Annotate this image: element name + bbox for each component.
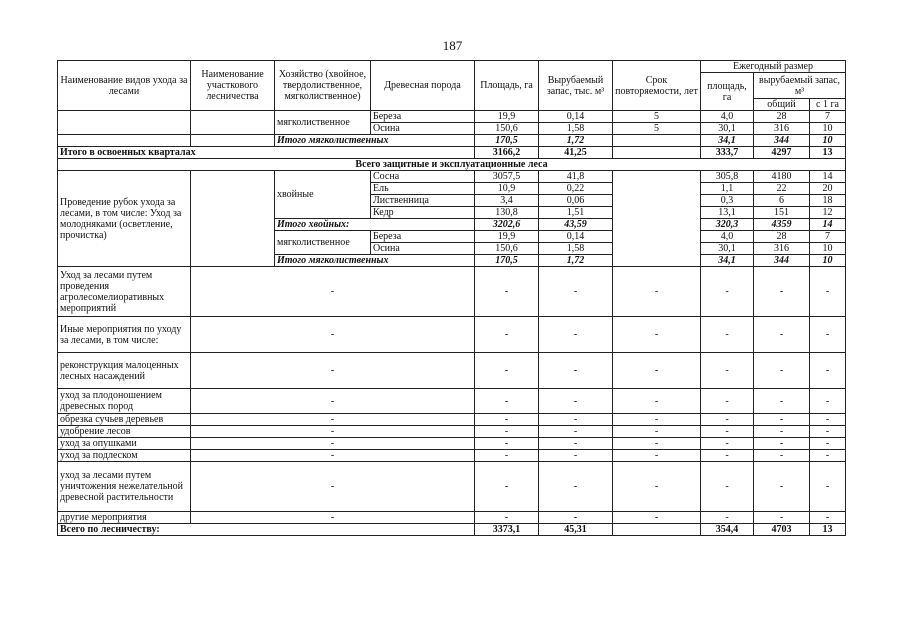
dash-cell: -: [539, 462, 613, 512]
dash-cell: -: [810, 438, 846, 450]
activity-row: [58, 462, 846, 512]
dash-cell: -: [539, 512, 613, 524]
dash-cell: -: [810, 450, 846, 462]
activity-row: [58, 389, 846, 414]
area-cell: 3373,1: [475, 524, 539, 536]
dash-cell: -: [754, 438, 810, 450]
annual-area-cell: 0,3: [701, 195, 754, 207]
header-period: Срок повторяемости, лет: [613, 61, 701, 111]
soft-label: мягколиственное: [275, 231, 371, 255]
species-cell: Береза: [371, 111, 475, 123]
dash-cell: -: [613, 267, 701, 317]
annual-area-cell: 305,8: [701, 171, 754, 183]
dash-cell: -: [539, 438, 613, 450]
header-volume: Вырубаемый запас, тыс. м³: [539, 61, 613, 111]
dash-cell: -: [613, 389, 701, 414]
dash-cell: -: [810, 414, 846, 426]
header-annual: Ежегодный размер: [701, 61, 846, 73]
activity-label: обрезка сучьев деревьев: [58, 414, 191, 426]
dash-cell: -: [613, 426, 701, 438]
conifer-label: хвойные: [275, 171, 371, 219]
species-cell: Осина: [371, 243, 475, 255]
area-cell: 130,8: [475, 207, 539, 219]
volume-cell: 0,22: [539, 183, 613, 195]
economy-label: мягколиственное: [275, 111, 371, 135]
dash-cell: -: [191, 426, 475, 438]
dash-cell: -: [539, 353, 613, 389]
header-species: Древесная порода: [371, 61, 475, 111]
dash-cell: -: [475, 426, 539, 438]
dash-cell: -: [754, 317, 810, 353]
activity-row: [58, 426, 846, 438]
dash-cell: -: [810, 267, 846, 317]
thinning-label: Проведение рубок ухода за лесами, в том числе: Уход за молодняками (осветление, прочистка): [58, 171, 191, 267]
empty-cell: [58, 111, 191, 135]
annual-area-cell: 4,0: [701, 111, 754, 123]
volume-cell: 1,72: [539, 255, 613, 267]
annual-area-cell: 30,1: [701, 123, 754, 135]
area-cell: 3,4: [475, 195, 539, 207]
area-cell: 19,9: [475, 111, 539, 123]
activity-label: уход за плодоношением древесных пород: [58, 389, 191, 414]
activity-row: [58, 317, 846, 353]
annual-area-cell: 30,1: [701, 243, 754, 255]
activity-label: Уход за лесами путем проведения агролесомелиоративных мероприятий: [58, 267, 191, 317]
dash-cell: -: [613, 450, 701, 462]
header-economy: Хозяйство (хвойное, твердолиственное, мягколиственное): [275, 61, 371, 111]
annual-area-cell: 320,3: [701, 219, 754, 231]
mastered-total-label: Итого в освоенных кварталах: [58, 147, 475, 159]
header-annual-volume: вырубаемый запас, м³: [754, 73, 846, 99]
subtotal-label: Итого мягколиственных: [275, 135, 475, 147]
per-ha-cell: 20: [810, 183, 846, 195]
header-area: Площадь, га: [475, 61, 539, 111]
dash-cell: -: [475, 267, 539, 317]
area-cell: 10,9: [475, 183, 539, 195]
dash-cell: -: [613, 438, 701, 450]
dash-cell: -: [191, 450, 475, 462]
total-cell: 151: [754, 207, 810, 219]
volume-cell: 1,72: [539, 135, 613, 147]
annual-area-cell: 34,1: [701, 135, 754, 147]
header-annual-area: площадь, га: [701, 73, 754, 111]
dash-cell: -: [701, 512, 754, 524]
total-cell: 316: [754, 123, 810, 135]
activity-label: уход за опушками: [58, 438, 191, 450]
activity-label: другие мероприятия: [58, 512, 191, 524]
activity-row: [58, 414, 846, 426]
total-cell: 28: [754, 231, 810, 243]
per-ha-cell: 14: [810, 219, 846, 231]
area-cell: 170,5: [475, 255, 539, 267]
area-cell: 3202,6: [475, 219, 539, 231]
total-cell: 28: [754, 111, 810, 123]
volume-cell: 45,31: [539, 524, 613, 536]
dash-cell: -: [191, 353, 475, 389]
species-cell: Береза: [371, 231, 475, 243]
header-forestry: Наименование участкового лесничества: [191, 61, 275, 111]
activity-label: уход за подлеском: [58, 450, 191, 462]
dash-cell: -: [754, 426, 810, 438]
dash-cell: -: [475, 389, 539, 414]
dash-cell: -: [475, 462, 539, 512]
species-cell: Сосна: [371, 171, 475, 183]
dash-cell: -: [754, 353, 810, 389]
species-cell: Ель: [371, 183, 475, 195]
dash-cell: -: [810, 426, 846, 438]
volume-cell: 41,25: [539, 147, 613, 159]
header-types: Наименование видов ухода за лесами: [58, 61, 191, 111]
dash-cell: -: [701, 317, 754, 353]
area-cell: 150,6: [475, 243, 539, 255]
per-ha-cell: 14: [810, 171, 846, 183]
dash-cell: -: [701, 267, 754, 317]
per-ha-cell: 7: [810, 231, 846, 243]
dash-cell: -: [539, 426, 613, 438]
soft-subtotal-label: Итого мягколиственных: [275, 255, 475, 267]
volume-cell: 0,14: [539, 231, 613, 243]
dash-cell: -: [810, 512, 846, 524]
dash-cell: -: [810, 353, 846, 389]
activity-row: [58, 450, 846, 462]
empty-cell: [191, 111, 275, 135]
dash-cell: -: [701, 462, 754, 512]
dash-cell: -: [475, 438, 539, 450]
total-cell: 6: [754, 195, 810, 207]
section-title: Всего защитные и эксплуатационные леса: [58, 159, 846, 171]
empty-cell: [613, 135, 701, 147]
total-cell: 4703: [754, 524, 810, 536]
period-cell: 5: [613, 111, 701, 123]
empty-cell: [191, 171, 275, 267]
header-per-ha: с 1 га: [810, 99, 846, 111]
per-ha-cell: 10: [810, 123, 846, 135]
dash-cell: -: [191, 414, 475, 426]
dash-cell: -: [754, 450, 810, 462]
dash-cell: -: [539, 414, 613, 426]
total-cell: 344: [754, 135, 810, 147]
species-cell: Осина: [371, 123, 475, 135]
volume-cell: 43,59: [539, 219, 613, 231]
volume-cell: 1,58: [539, 243, 613, 255]
dash-cell: -: [701, 450, 754, 462]
per-ha-cell: 13: [810, 524, 846, 536]
period-cell: 5: [613, 123, 701, 135]
annual-area-cell: 34,1: [701, 255, 754, 267]
grand-total-label: Всего по лесничеству:: [58, 524, 475, 536]
empty-cell: [613, 147, 701, 159]
dash-cell: -: [475, 317, 539, 353]
conifer-subtotal-label: Итого хвойных:: [275, 219, 475, 231]
volume-cell: 41,8: [539, 171, 613, 183]
annual-area-cell: 1,1: [701, 183, 754, 195]
area-cell: 19,9: [475, 231, 539, 243]
activity-row: [58, 267, 846, 317]
dash-cell: -: [701, 426, 754, 438]
dash-cell: -: [475, 512, 539, 524]
total-cell: 4359: [754, 219, 810, 231]
total-cell: 4180: [754, 171, 810, 183]
dash-cell: -: [701, 414, 754, 426]
activity-label: удобрение лесов: [58, 426, 191, 438]
header-total: общий: [754, 99, 810, 111]
dash-cell: -: [754, 267, 810, 317]
dash-cell: -: [475, 414, 539, 426]
per-ha-cell: 10: [810, 243, 846, 255]
activity-label: уход за лесами путем уничтожения нежелательной древесной растительности: [58, 462, 191, 512]
annual-area-cell: 4,0: [701, 231, 754, 243]
dash-cell: -: [810, 389, 846, 414]
activity-label: Иные мероприятия по уходу за лесами, в том числе:: [58, 317, 191, 353]
empty-cell: [191, 135, 275, 147]
per-ha-cell: 18: [810, 195, 846, 207]
annual-area-cell: 354,4: [701, 524, 754, 536]
dash-cell: -: [475, 353, 539, 389]
dash-cell: -: [191, 267, 475, 317]
total-cell: 316: [754, 243, 810, 255]
dash-cell: -: [613, 462, 701, 512]
activity-row: [58, 353, 846, 389]
area-cell: 3057,5: [475, 171, 539, 183]
empty-cell: [58, 135, 191, 147]
area-cell: 3166,2: [475, 147, 539, 159]
total-cell: 344: [754, 255, 810, 267]
volume-cell: 0,14: [539, 111, 613, 123]
per-ha-cell: 10: [810, 255, 846, 267]
dash-cell: -: [701, 389, 754, 414]
volume-cell: 0,06: [539, 195, 613, 207]
dash-cell: -: [191, 512, 475, 524]
volume-cell: 1,51: [539, 207, 613, 219]
dash-cell: -: [754, 389, 810, 414]
per-ha-cell: 13: [810, 147, 846, 159]
activity-row: [58, 512, 846, 524]
dash-cell: -: [191, 389, 475, 414]
area-cell: 170,5: [475, 135, 539, 147]
dash-cell: -: [539, 389, 613, 414]
dash-cell: -: [810, 317, 846, 353]
dash-cell: -: [475, 450, 539, 462]
volume-cell: 1,58: [539, 123, 613, 135]
dash-cell: -: [754, 512, 810, 524]
empty-cell: [613, 524, 701, 536]
annual-area-cell: 333,7: [701, 147, 754, 159]
dash-cell: -: [701, 353, 754, 389]
dash-cell: -: [613, 414, 701, 426]
total-cell: 22: [754, 183, 810, 195]
dash-cell: -: [539, 450, 613, 462]
dash-cell: -: [191, 462, 475, 512]
activity-label: реконструкция малоценных лесных насаждений: [58, 353, 191, 389]
per-ha-cell: 7: [810, 111, 846, 123]
area-cell: 150,6: [475, 123, 539, 135]
dash-cell: -: [754, 462, 810, 512]
dash-cell: -: [539, 267, 613, 317]
dash-cell: -: [754, 414, 810, 426]
species-cell: Кедр: [371, 207, 475, 219]
dash-cell: -: [539, 317, 613, 353]
total-cell: 4297: [754, 147, 810, 159]
activity-row: [58, 438, 846, 450]
dash-cell: -: [613, 317, 701, 353]
page-number: 187: [442, 38, 463, 53]
per-ha-cell: 12: [810, 207, 846, 219]
empty-cell: [613, 171, 701, 267]
forest-care-table: [57, 60, 846, 536]
dash-cell: -: [191, 317, 475, 353]
dash-cell: -: [701, 438, 754, 450]
species-cell: Лиственница: [371, 195, 475, 207]
per-ha-cell: 10: [810, 135, 846, 147]
dash-cell: -: [613, 353, 701, 389]
dash-cell: -: [810, 462, 846, 512]
annual-area-cell: 13,1: [701, 207, 754, 219]
dash-cell: -: [191, 438, 475, 450]
dash-cell: -: [613, 512, 701, 524]
